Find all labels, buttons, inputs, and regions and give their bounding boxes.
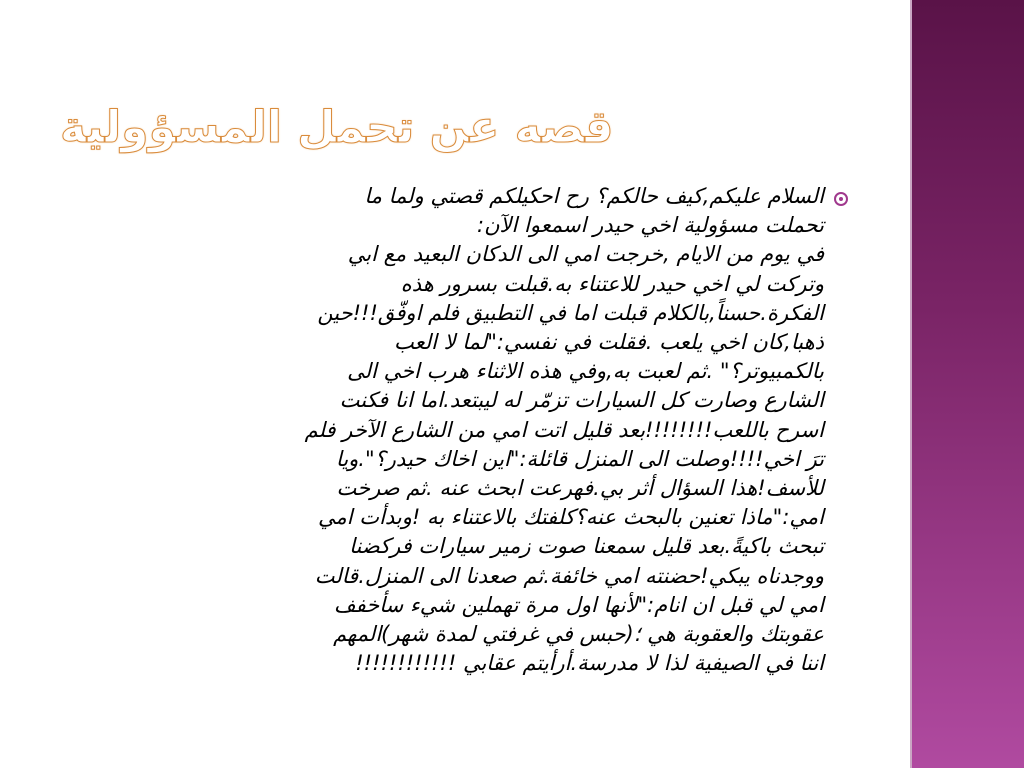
story-line: تحملت مسؤولية اخي حيدر اسمعوا الآن: [477, 213, 824, 238]
story-line: الفكرة.حسناً,بالكلام قبلت اما في التطبيق فلم اوفّق!!!حين [317, 300, 824, 325]
story-line: ترَ اخي!!!!وصلت الى المنزل قائلة:"اين اخاك حيدر؟".ويا [335, 446, 824, 471]
story-line: الشارع وصارت كل السيارات تزمّر له ليبتعد.اما انا فكنت [339, 388, 824, 413]
story-line: ووجدناه يبكي!حضنته امي خائفة.ثم صعدنا الى المنزل.قالت [314, 563, 824, 588]
side-decoration-band [912, 0, 1024, 768]
story-line: وتركت لي اخي حيدر للاعتناء به.قبلت بسرور هذه [400, 271, 824, 296]
story-line: اننا في الصيفية لذا لا مدرسة.أرأيتم عقابي !!!!!!!!!!!! [355, 651, 824, 676]
story-line: بالكمبيوتر؟" .ثم لعبت به,وفي هذه الاثناء هرب اخي الى [347, 359, 824, 384]
story-line: تبحث باكيةً.بعد قليل سمعنا صوت زمير سيارات فركضنا [349, 534, 824, 559]
story-paragraph [64, 182, 824, 678]
story-line: اسرح باللعب!!!!!!!!بعد قليل اتت امي من الشارع الآخر فلم [304, 417, 824, 442]
story-line: امي لي قبل ان انام:"لأنها اول مرة تهملين شيء سأخفف [333, 592, 824, 617]
story-line: امي:"ماذا تعنين بالبحث عنه؟كلفتك بالاعتناء به !وبدأت امي [318, 505, 824, 530]
story-line: ذهبا,كان اخي يلعب .فقلت في نفسي:"لما لا العب [393, 330, 824, 355]
story-line: للأسف!هذا السؤال أثر بي.فهرعت ابحث عنه .ثم صرخت [336, 476, 824, 501]
slide-title: قصه عن تحمل المسؤولية [60, 102, 614, 153]
story-line: في يوم من الايام ,خرجت امي الى الدكان البعيد مع ابي [347, 242, 824, 267]
story-line: عقوبتك والعقوبة هي ؛(حبس في غرفتي لمدة شهر)المهم [333, 622, 824, 647]
story-line: السلام عليكم,كيف حالكم؟ رح احكيلكم قصتي ولما ما [364, 184, 824, 208]
slide-body [64, 182, 852, 742]
